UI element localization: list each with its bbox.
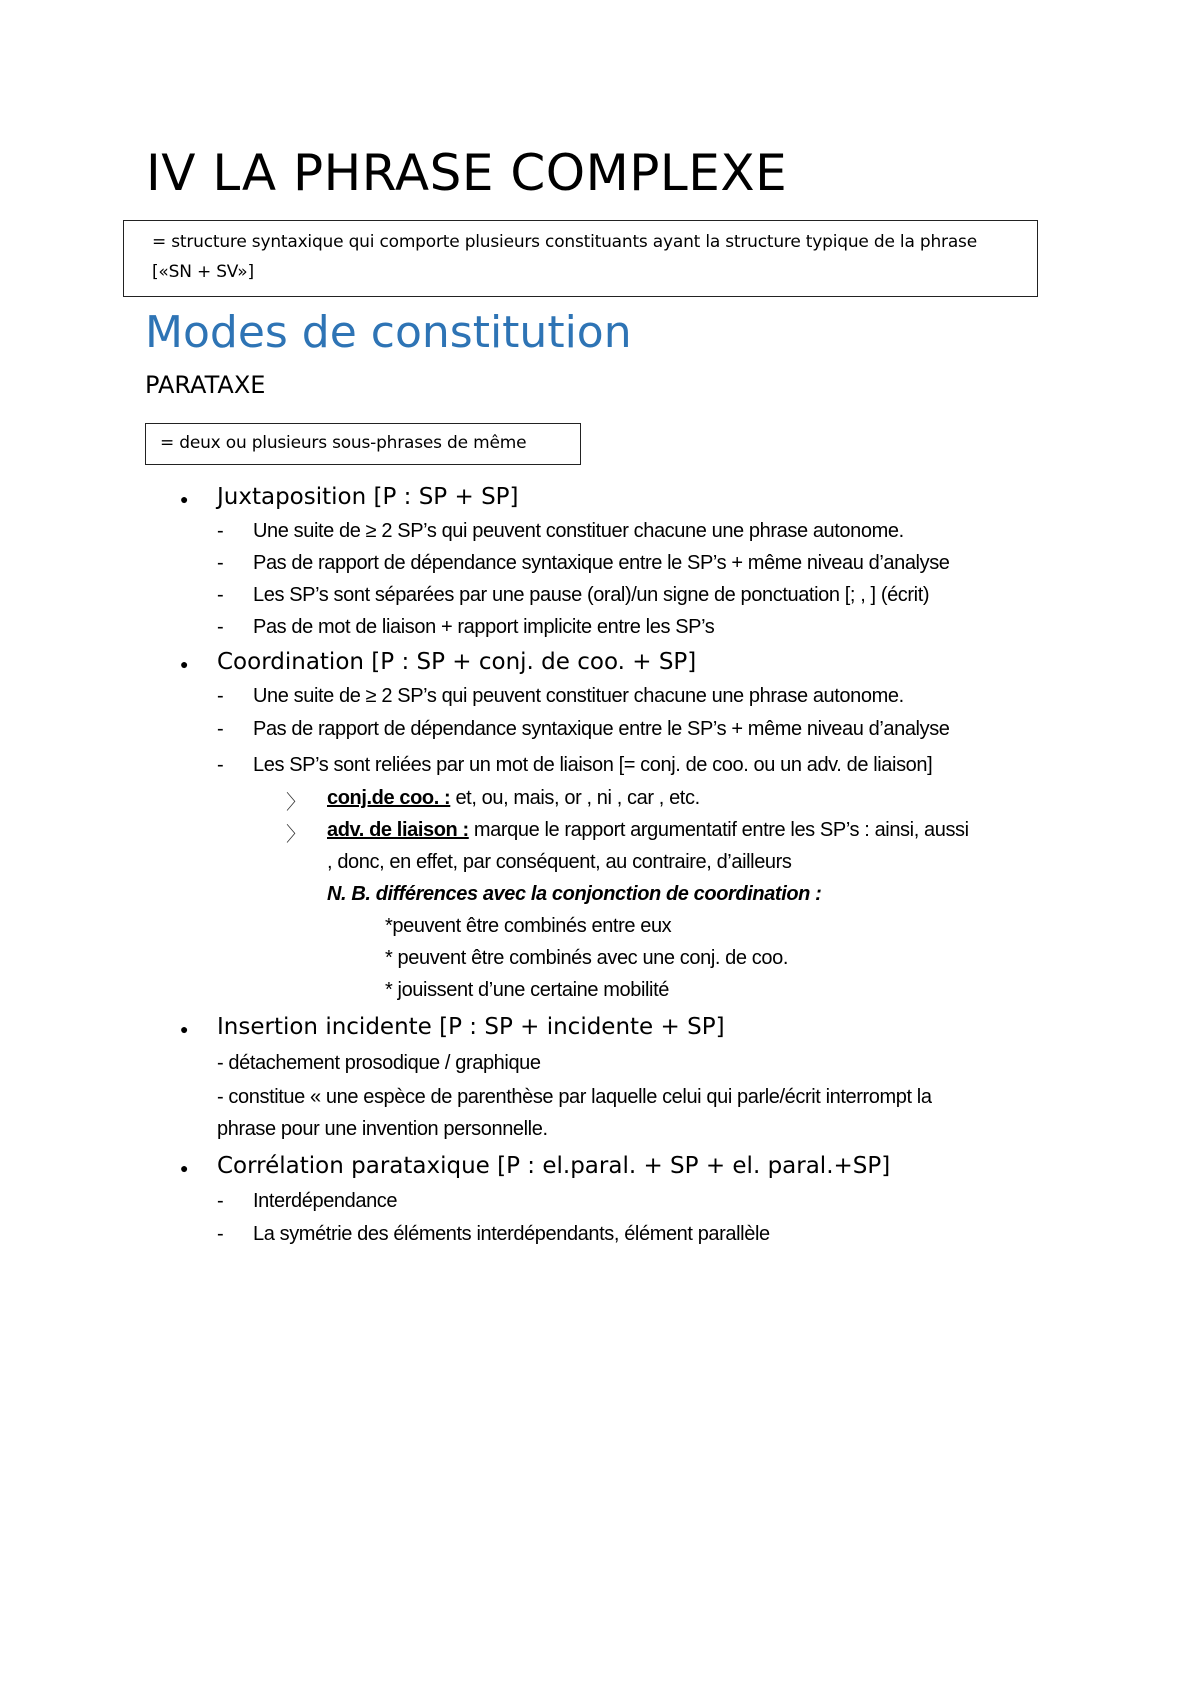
- adv-text-continued: , donc, en effet, par conséquent, au contraire, d’ailleurs: [327, 851, 792, 873]
- coordination-heading: Coordination [P : SP + conj. de coo. + SP]: [217, 649, 697, 675]
- bullet-icon: ●: [180, 491, 189, 507]
- parataxe-definition-box: [145, 423, 581, 465]
- adv-line: [327, 819, 969, 842]
- dash-icon: -: [217, 552, 224, 574]
- insertion-line: phrase pour une invention personnelle.: [217, 1118, 548, 1140]
- insertion-line: - détachement prosodique / graphique: [217, 1052, 541, 1074]
- bullet-icon: ●: [180, 1021, 189, 1037]
- list-item: Une suite de ≥ 2 SP’s qui peuvent constituer chacune une phrase autonome.: [253, 685, 904, 707]
- list-item: Pas de rapport de dépendance syntaxique entre le SP’s + même niveau d’analyse: [253, 718, 950, 740]
- parataxe-definition: = deux ou plusieurs sous-phrases de même: [160, 433, 527, 453]
- correlation-heading: Corrélation parataxique [P : el.paral. + SP + el. paral.+SP]: [217, 1153, 891, 1179]
- dash-icon: -: [217, 584, 224, 606]
- dash-icon: -: [217, 1223, 224, 1245]
- conj-line: [327, 787, 700, 810]
- dash-icon: -: [217, 1190, 224, 1212]
- juxtaposition-heading: Juxtaposition [P : SP + SP]: [217, 484, 519, 510]
- page-title: IV LA PHRASE COMPLEXE: [146, 144, 788, 202]
- nb-heading: N. B. différences avec la conjonction de coordination :: [327, 883, 822, 905]
- adv-label: adv. de liaison :: [327, 819, 469, 841]
- list-item: Pas de mot de liaison + rapport implicite entre les SP’s: [253, 616, 715, 638]
- definition-line: = structure syntaxique qui comporte plusieurs constituants ayant la structure typique de la phrase: [152, 232, 977, 252]
- conj-text: et, ou, mais, or , ni , car , etc.: [450, 787, 700, 809]
- bullet-icon: ●: [180, 1160, 189, 1176]
- dash-icon: -: [217, 685, 224, 707]
- dash-icon: -: [217, 754, 224, 776]
- list-item: La symétrie des éléments interdépendants, élément parallèle: [253, 1223, 770, 1245]
- adv-text: marque le rapport argumentatif entre les SP’s : ainsi, aussi: [468, 819, 969, 841]
- definition-box: [123, 220, 1038, 297]
- dash-icon: -: [217, 520, 224, 542]
- nb-item: *peuvent être combinés entre eux: [385, 915, 672, 937]
- section-heading: Modes de constitution: [145, 307, 632, 358]
- list-item: Une suite de ≥ 2 SP’s qui peuvent constituer chacune une phrase autonome.: [253, 520, 904, 542]
- definition-line: [«SN + SV»]: [152, 262, 254, 282]
- list-item: Les SP’s sont reliées par un mot de liaison [= conj. de coo. ou un adv. de liaison]: [253, 754, 933, 776]
- conj-label: conj.de coo. :: [327, 787, 451, 809]
- subsection-heading: PARATAXE: [145, 371, 266, 399]
- list-item: Interdépendance: [253, 1190, 398, 1212]
- insertion-line: - constitue « une espèce de parenthèse par laquelle celui qui parle/écrit interrompt la: [217, 1086, 932, 1108]
- bullet-icon: ●: [180, 656, 189, 672]
- dash-icon: -: [217, 718, 224, 740]
- nb-item: * jouissent d’une certaine mobilité: [385, 979, 669, 1001]
- insertion-heading: Insertion incidente [P : SP + incidente + SP]: [217, 1014, 725, 1040]
- nb-item: * peuvent être combinés avec une conj. de coo.: [385, 947, 788, 969]
- list-item: Pas de rapport de dépendance syntaxique entre le SP’s + même niveau d’analyse: [253, 552, 950, 574]
- list-item: Les SP’s sont séparées par une pause (oral)/un signe de ponctuation [; , ] (écrit): [253, 584, 930, 606]
- chevron-right-icon: 〉: [286, 822, 306, 846]
- dash-icon: -: [217, 616, 224, 638]
- chevron-right-icon: 〉: [286, 790, 306, 814]
